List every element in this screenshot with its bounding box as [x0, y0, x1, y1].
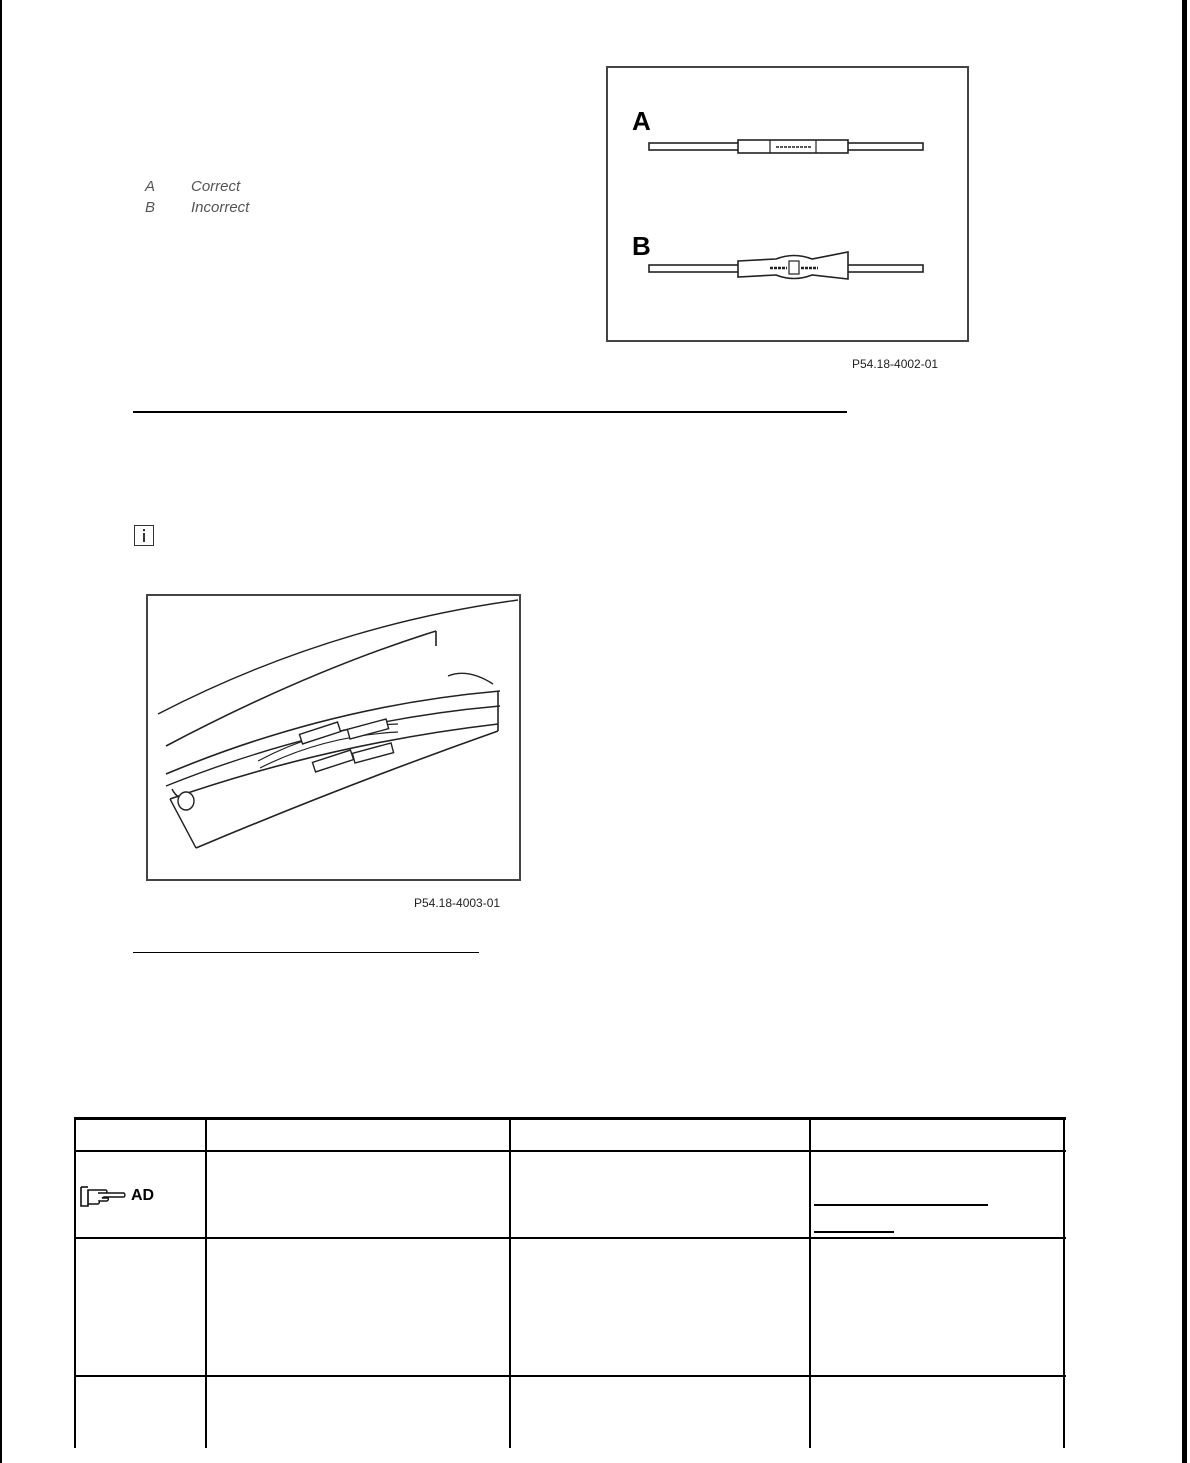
legend-label: Correct [191, 178, 241, 195]
figure-code: P54.18-4003-01 [414, 896, 501, 910]
table-row-border [74, 1237, 1066, 1239]
table-column-border [1063, 1117, 1065, 1448]
table-column-border [509, 1117, 511, 1448]
cable-in-channel-illustration [148, 596, 519, 879]
section-divider [133, 411, 847, 413]
table-column-border [74, 1117, 76, 1448]
legend-key: B [145, 199, 156, 216]
page-border-left [0, 0, 2, 1463]
figure-legend [145, 176, 249, 218]
legend-label: Incorrect [191, 199, 250, 216]
legend-row-b [145, 197, 249, 218]
table-header-border [74, 1150, 1066, 1152]
procedure-table [74, 1117, 1066, 1463]
figure-code: P54.18-4002-01 [852, 357, 939, 371]
legend-key: A [145, 178, 156, 195]
figure-label-b: B [632, 231, 651, 261]
reference-link[interactable] [814, 1204, 988, 1206]
reference-link[interactable] [814, 1231, 894, 1233]
section-divider [133, 952, 479, 953]
table-column-border [205, 1117, 207, 1448]
table-row-border [74, 1375, 1066, 1377]
crimp-connector-figure [606, 66, 969, 342]
info-icon [134, 525, 154, 546]
page-border-right [1182, 0, 1187, 1463]
ad-badge: AD [131, 1187, 155, 1204]
cable-routing-figure [146, 594, 521, 881]
figure-label-a: A [632, 106, 651, 136]
legend-row-a [145, 176, 249, 197]
table-column-border [809, 1117, 811, 1448]
table-top-border [74, 1117, 1066, 1120]
pointing-hand-icon [78, 1184, 128, 1208]
work-step-marker [78, 1184, 154, 1208]
crimp-connector-illustration [608, 68, 967, 340]
